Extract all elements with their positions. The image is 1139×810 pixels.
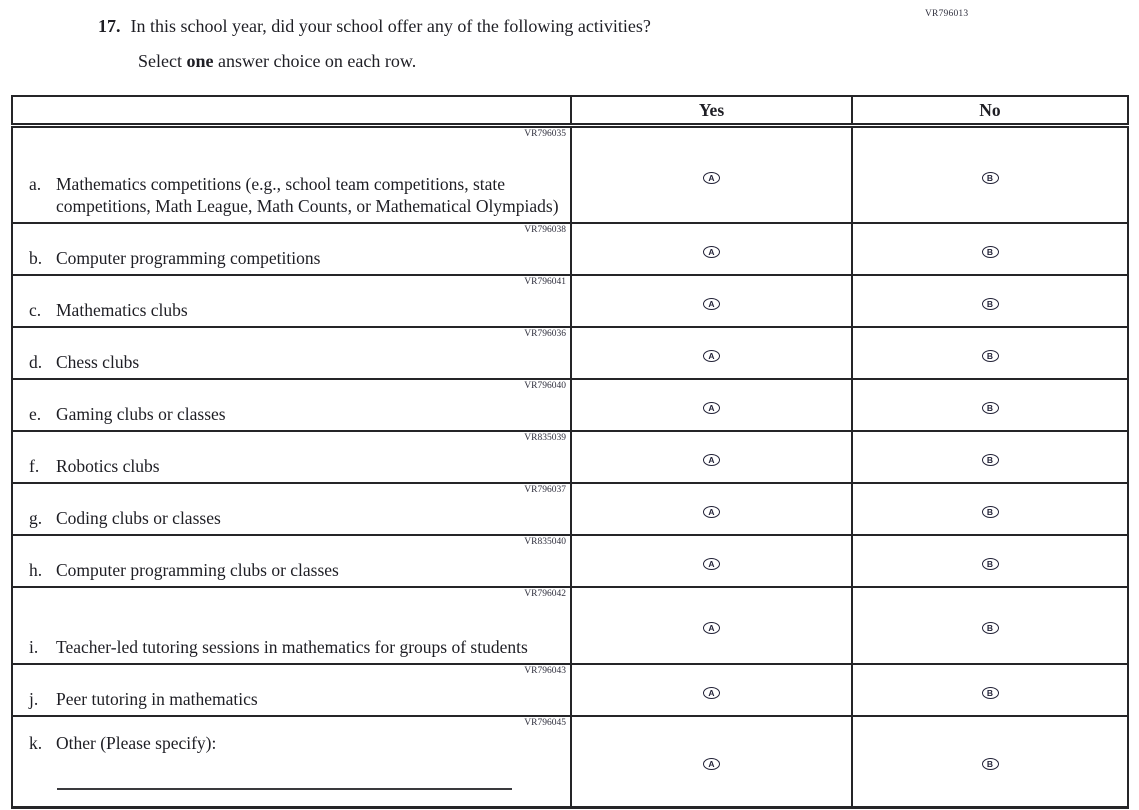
answer-cell-yes xyxy=(571,587,852,664)
row-letter: g. xyxy=(29,507,43,528)
question-number: 17. xyxy=(98,16,121,36)
answer-cell-no xyxy=(852,664,1128,716)
answer-bubble-no[interactable]: B xyxy=(982,506,999,518)
answer-bubble-no[interactable]: B xyxy=(982,172,999,184)
answer-cell-no xyxy=(852,587,1128,664)
activity-cell xyxy=(12,716,571,808)
answer-cell-yes xyxy=(571,535,852,587)
answer-bubble-yes[interactable]: A xyxy=(703,558,720,570)
table-row xyxy=(12,223,1128,275)
row-code: VR796041 xyxy=(524,277,566,287)
row-label: Peer tutoring in mathematics xyxy=(56,688,258,709)
row-label: Gaming clubs or classes xyxy=(56,403,226,424)
answer-bubble-no[interactable]: B xyxy=(982,622,999,634)
activity-cell xyxy=(12,483,571,535)
answer-bubble-yes[interactable]: A xyxy=(703,622,720,634)
row-letter: e. xyxy=(29,403,42,424)
table-row xyxy=(12,483,1128,535)
answer-bubble-no[interactable]: B xyxy=(982,687,999,699)
instruction-bold-word: one xyxy=(186,50,214,71)
row-letter: a. xyxy=(29,174,42,195)
answer-cell-no xyxy=(852,223,1128,275)
answer-cell-yes xyxy=(571,223,852,275)
activity-cell xyxy=(12,535,571,587)
table-row xyxy=(12,664,1128,716)
answer-cell-no xyxy=(852,126,1128,224)
answer-cell-no xyxy=(852,483,1128,535)
answer-bubble-yes[interactable]: A xyxy=(703,758,720,770)
answer-cell-no xyxy=(852,379,1128,431)
row-code: VR835040 xyxy=(524,537,566,547)
answer-bubble-no[interactable]: B xyxy=(982,758,999,770)
row-code: VR796035 xyxy=(524,129,566,139)
table-row xyxy=(12,716,1128,808)
answer-bubble-no[interactable]: B xyxy=(982,558,999,570)
answer-cell-no xyxy=(852,431,1128,483)
table-row xyxy=(12,327,1128,379)
row-letter: c. xyxy=(29,299,42,320)
answer-bubble-yes[interactable]: A xyxy=(703,246,720,258)
answer-bubble-yes[interactable]: A xyxy=(703,350,720,362)
row-code: VR796038 xyxy=(524,225,566,235)
table-row xyxy=(12,431,1128,483)
row-letter: d. xyxy=(29,351,43,372)
answer-cell-no xyxy=(852,716,1128,808)
activity-cell xyxy=(12,275,571,327)
answer-cell-yes xyxy=(571,716,852,808)
answer-bubble-yes[interactable]: A xyxy=(703,506,720,518)
row-code: VR796037 xyxy=(524,485,566,495)
table-row xyxy=(12,535,1128,587)
row-code: VR796036 xyxy=(524,329,566,339)
answer-cell-yes xyxy=(571,483,852,535)
row-label: Other (Please specify): xyxy=(56,733,217,754)
answer-bubble-yes[interactable]: A xyxy=(703,402,720,414)
answer-cell-yes xyxy=(571,327,852,379)
question-instruction xyxy=(138,50,858,73)
activity-cell xyxy=(12,587,571,664)
answer-bubble-yes[interactable]: A xyxy=(703,454,720,466)
table-row xyxy=(12,379,1128,431)
activity-cell xyxy=(12,431,571,483)
answer-cell-no xyxy=(852,535,1128,587)
answer-cell-yes xyxy=(571,379,852,431)
answer-cell-yes xyxy=(571,431,852,483)
table-row xyxy=(12,275,1128,327)
answer-bubble-yes[interactable]: A xyxy=(703,687,720,699)
column-header-yes: Yes xyxy=(571,96,852,126)
answer-bubble-no[interactable]: B xyxy=(982,402,999,414)
row-letter: j. xyxy=(29,688,39,709)
activity-cell xyxy=(12,223,571,275)
answer-cell-no xyxy=(852,275,1128,327)
answer-cell-yes xyxy=(571,664,852,716)
form-code: VR796013 xyxy=(925,9,969,19)
row-label: Coding clubs or classes xyxy=(56,507,221,528)
answer-cell-yes xyxy=(571,126,852,224)
instruction-prefix: Select xyxy=(138,50,187,71)
activity-cell xyxy=(12,126,571,224)
row-label: Chess clubs xyxy=(56,351,140,372)
row-label: Teacher-led tutoring sessions in mathematics for groups of students xyxy=(56,636,528,657)
writein-line[interactable] xyxy=(57,788,512,790)
answer-bubble-no[interactable]: B xyxy=(982,246,999,258)
answer-cell-no xyxy=(852,327,1128,379)
row-letter: b. xyxy=(29,247,43,268)
header-row xyxy=(12,96,1128,126)
instruction-suffix: answer choice on each row. xyxy=(213,50,417,71)
row-label: Mathematics competitions (e.g., school team competitions, state competitions, Math League, Math Counts, or Mathematical Olympiads) xyxy=(56,174,559,216)
activity-cell xyxy=(12,664,571,716)
question-text: In this school year, did your school offer any of the following activities? xyxy=(130,16,651,36)
row-code: VR796043 xyxy=(524,666,566,676)
row-letter: h. xyxy=(29,559,43,580)
row-label: Robotics clubs xyxy=(56,455,160,476)
answer-bubble-no[interactable]: B xyxy=(982,298,999,310)
row-code: VR796040 xyxy=(524,381,566,391)
column-header-no: No xyxy=(852,96,1128,126)
answer-bubble-no[interactable]: B xyxy=(982,350,999,362)
row-code: VR835039 xyxy=(524,433,566,443)
row-code: VR796042 xyxy=(524,589,566,599)
activity-cell xyxy=(12,379,571,431)
question-header xyxy=(98,15,858,72)
row-label: Mathematics clubs xyxy=(56,299,188,320)
activity-cell xyxy=(12,327,571,379)
answer-cell-yes xyxy=(571,275,852,327)
activity-header-cell xyxy=(12,96,571,126)
row-letter: f. xyxy=(29,455,40,476)
answer-bubble-no[interactable]: B xyxy=(982,454,999,466)
activities-table xyxy=(11,95,1129,809)
table-row xyxy=(12,587,1128,664)
answer-bubble-yes[interactable]: A xyxy=(703,298,720,310)
row-label: Computer programming competitions xyxy=(56,247,321,268)
row-label: Computer programming clubs or classes xyxy=(56,559,339,580)
table-row xyxy=(12,126,1128,224)
row-code: VR796045 xyxy=(524,718,566,728)
answer-bubble-yes[interactable]: A xyxy=(703,172,720,184)
row-letter: k. xyxy=(29,733,43,754)
row-letter: i. xyxy=(29,636,39,657)
